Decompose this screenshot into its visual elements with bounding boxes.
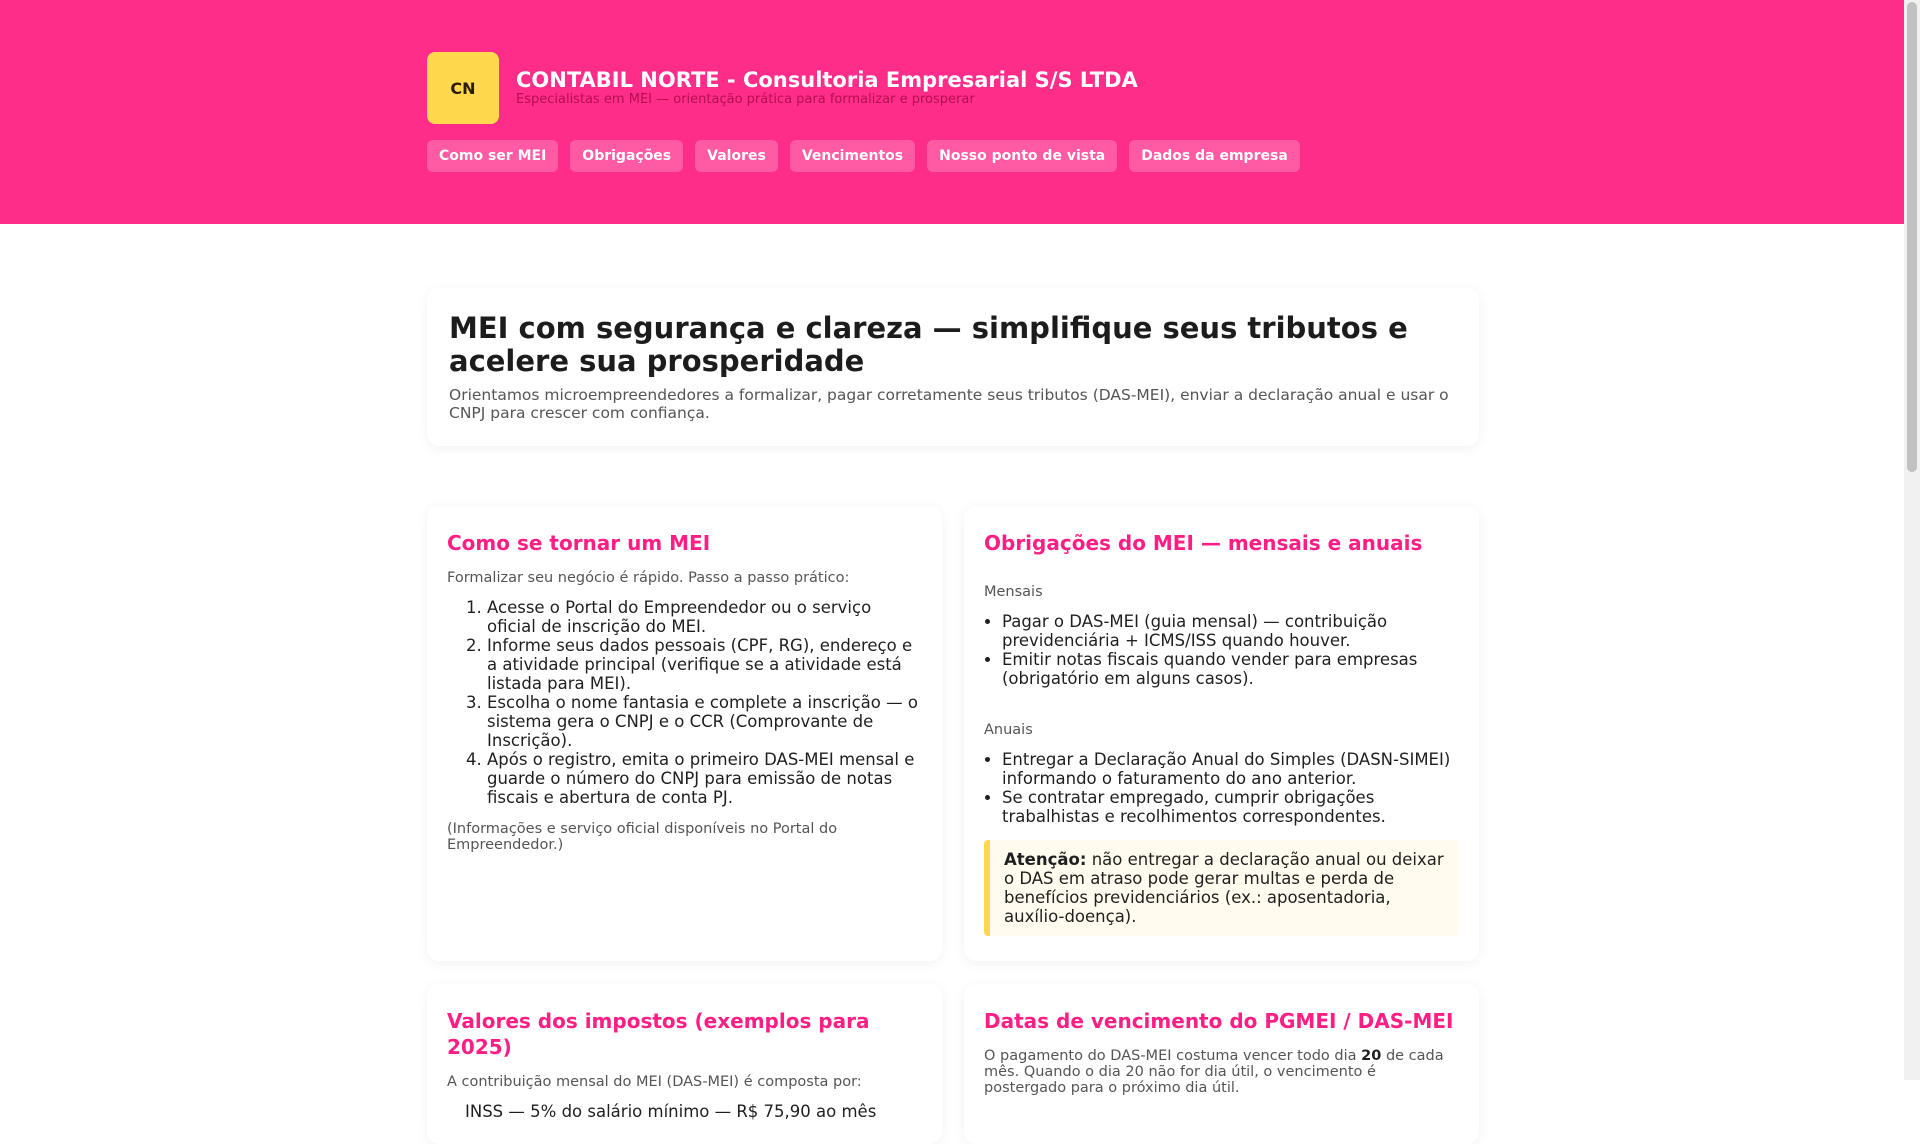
warning-text: não entregar a declaração anual ou deixar o DAS em atraso pode gerar multas e perda de benefícios previdenciários (ex.: aposentadoria, auxílio-doença). (1004, 850, 1444, 926)
hero-title: MEI com segurança e clareza — simplifique seus tributos e acelere sua prosperidade (449, 311, 1408, 378)
step-item: 3. Escolha o nome fantasia e complete a inscrição — o sistema gera o CNPJ e o CCR (Comprovante de Inscrição). (487, 693, 922, 750)
nav-ponto-de-vista[interactable]: Nosso ponto de vista (927, 140, 1117, 172)
brand-title: CONTABIL NORTE - Consultoria Empresarial S/S LTDA (516, 68, 1138, 92)
nav-dados-empresa[interactable]: Dados da empresa (1129, 140, 1300, 172)
list-item: • Emitir notas fiscais quando vender para empresas (obrigatório em alguns casos). (1002, 650, 1459, 688)
card-vencimentos (964, 984, 1479, 1144)
step-item: 1. Acesse o Portal do Empreendedor ou o serviço oficial de inscrição do MEI. (487, 598, 922, 636)
warning-box (984, 840, 1459, 936)
anuais-label: Anuais (984, 722, 1033, 738)
steps-list (447, 598, 922, 807)
source-note: (Informações e serviço oficial disponíveis no Portal do Empreendedor.) (447, 821, 838, 853)
due-text: O pagamento do DAS-MEI costuma vencer todo dia 20 de cada mês. Quando o dia 20 não for dia útil, o vencimento é postergado para o próximo dia útil. (984, 1048, 1444, 1096)
card-title: Obrigações do MEI — mensais e anuais (984, 531, 1423, 555)
card-title: Datas de vencimento do PGMEI / DAS-MEI (984, 1009, 1454, 1033)
brand-subtitle: Especialistas em MEI — orientação prática para formalizar e prosperar (516, 92, 975, 107)
card-obrigacoes (964, 506, 1479, 961)
warning-label: Atenção: (1004, 850, 1087, 869)
due-day: 20 (1361, 1048, 1382, 1064)
page-scrollbar[interactable] (1904, 0, 1920, 1080)
nav-como-ser-mei[interactable]: Como ser MEI (427, 140, 558, 172)
hero-card (427, 288, 1479, 446)
list-item: INSS — 5% do salário mínimo — R$ 75,90 ao mês (465, 1102, 877, 1121)
nav-vencimentos[interactable]: Vencimentos (790, 140, 915, 172)
mensais-list (984, 612, 1459, 688)
nav-obrigacoes[interactable]: Obrigações (570, 140, 683, 172)
step-item: 2. Informe seus dados pessoais (CPF, RG), endereço e a atividade principal (verifique se a atividade está listada para MEI). (487, 636, 922, 693)
card-intro: Formalizar seu negócio é rápido. Passo a passo prático: (447, 570, 850, 586)
anuais-list (984, 750, 1459, 826)
card-title: Como se tornar um MEI (447, 531, 711, 555)
mensais-label: Mensais (984, 584, 1043, 600)
card-como-ser-mei (427, 506, 942, 961)
nav-valores[interactable]: Valores (695, 140, 778, 172)
hero-text: Orientamos microempreendedores a formalizar, pagar corretamente seus tributos (DAS-MEI), enviar a declaração anual e usar o CNPJ para crescer com confiança. (449, 386, 1449, 422)
main-nav (427, 140, 1300, 172)
card-valores (427, 984, 942, 1144)
list-item: • Pagar o DAS-MEI (guia mensal) — contribuição previdenciária + ICMS/ISS quando houver. (1002, 612, 1459, 650)
list-item: • Se contratar empregado, cumprir obrigações trabalhistas e recolhimentos correspondentes. (1002, 788, 1459, 826)
scrollbar-thumb[interactable] (1907, 2, 1917, 472)
list-item: • Entregar a Declaração Anual do Simples (DASN-SIMEI) informando o faturamento do ano anterior. (1002, 750, 1459, 788)
card-title: Valores dos impostos (exemplos para 2025) (447, 1009, 870, 1059)
step-item: 4. Após o registro, emita o primeiro DAS-MEI mensal e guarde o número do CNPJ para emissão de notas fiscais e abertura de conta PJ. (487, 750, 922, 807)
card-intro: A contribuição mensal do MEI (DAS-MEI) é composta por: (447, 1074, 862, 1090)
logo[interactable]: CN (427, 52, 499, 124)
site-header (0, 0, 1904, 224)
